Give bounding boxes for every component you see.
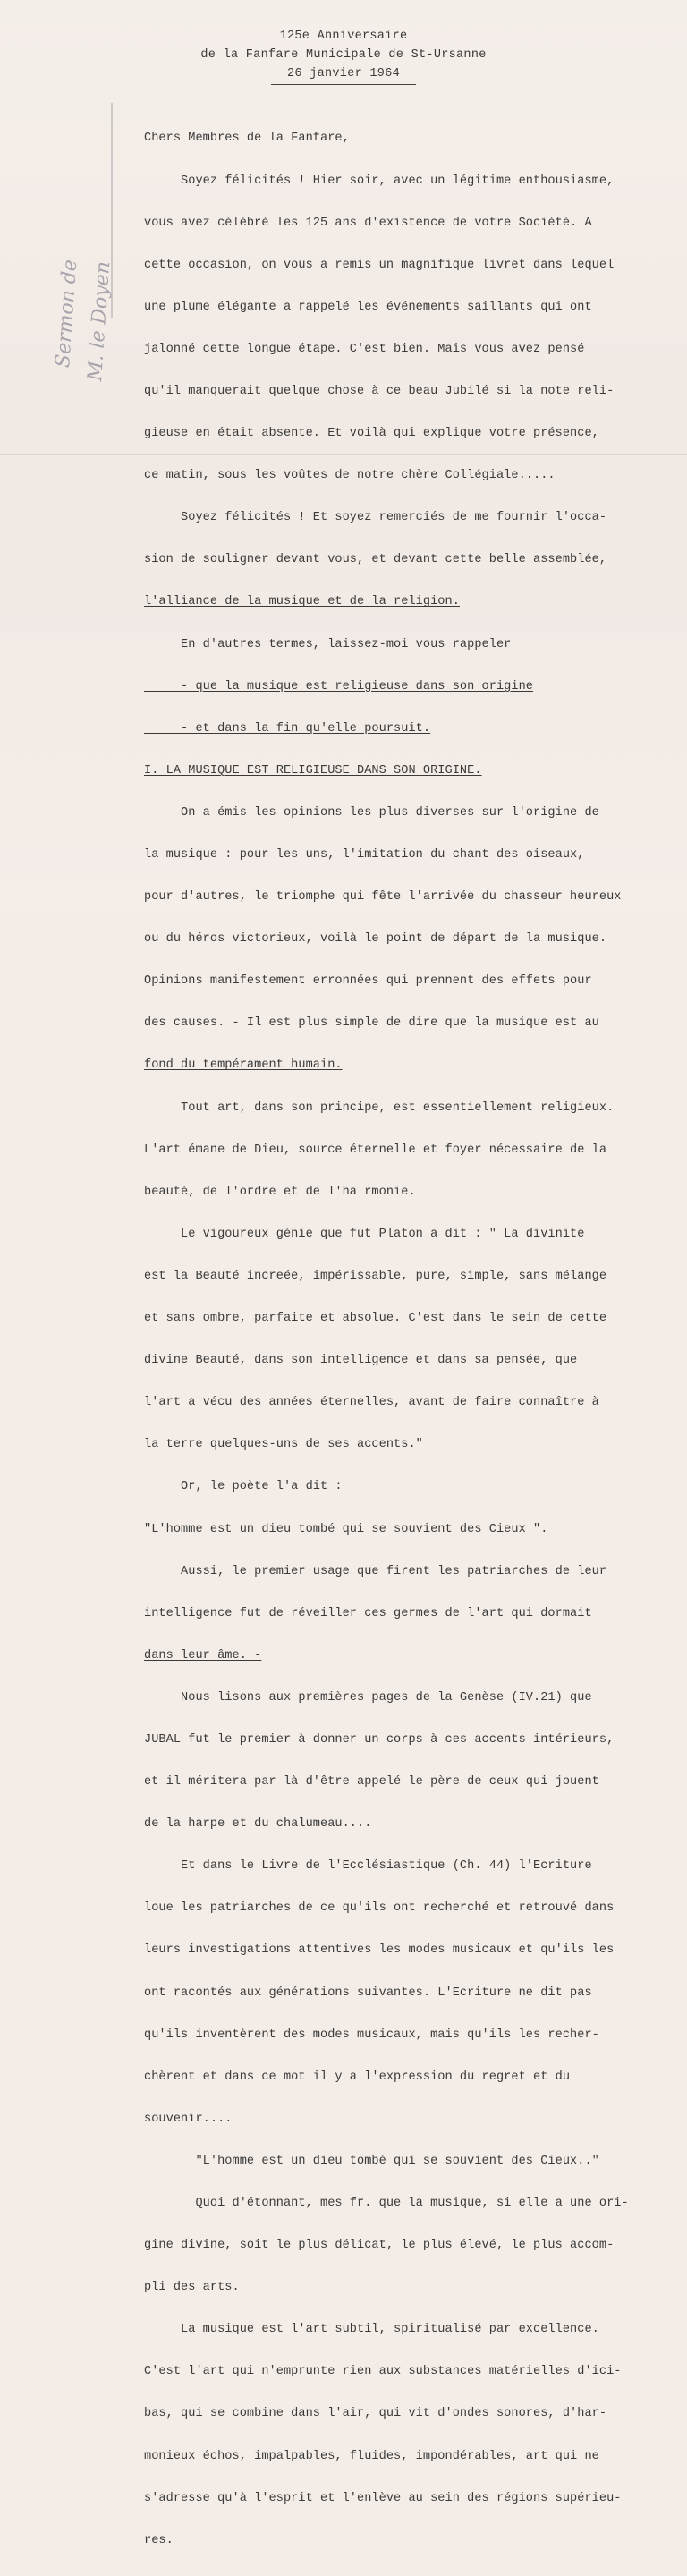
text-line: La musique est l'art subtil, spiritualisé par excellence. <box>144 2323 599 2337</box>
text-line: ont racontés aux générations suivantes. L'Ecriture ne dit pas <box>144 1985 592 2000</box>
text-line: ou du héros victorieux, voilà le point de départ de la musique. <box>144 932 607 947</box>
text-line: "L'homme est un dieu tombé qui se souvient des Cieux.." <box>144 2154 599 2168</box>
text-line: qu'ils inventèrent des modes musicaux, mais qu'ils les recher- <box>144 2028 599 2042</box>
text-line: L'art émane de Dieu, source éternelle et foyer nécessaire de la <box>144 1143 607 1157</box>
text-line: cette occasion, on vous a remis un magnifique livret dans lequel <box>144 258 615 272</box>
text-line: JUBAL fut le premier à donner un corps à ces accents intérieurs, <box>144 1732 615 1747</box>
document-header <box>0 27 687 85</box>
text-line: res. <box>144 2533 174 2547</box>
text-line: "L'homme est un dieu tombé qui se souvient des Cieux ". <box>144 1522 548 1536</box>
text-line: Soyez félicités ! Et soyez remerciés de me fournir l'occa- <box>144 511 607 525</box>
text-line: Soyez félicités ! Hier soir, avec un légitime enthousiasme, <box>144 174 615 188</box>
text-line: Or, le poète l'a dit : <box>144 1480 343 1494</box>
text-line: C'est l'art qui n'emprunte rien aux substances matérielles d'ici- <box>144 2365 622 2379</box>
text-line-underlined: fond du tempérament humain. <box>144 1058 343 1073</box>
text-line: s'adresse qu'à l'esprit et l'enlève au sein des régions supérieu- <box>144 2491 622 2505</box>
header-line-fanfare: de la Fanfare Municipale de St-Ursanne <box>200 48 487 62</box>
margin-note-line-1: Sermon de <box>52 259 82 369</box>
text-line: vous avez célébré les 125 ans d'existence de votre Société. A <box>144 216 592 230</box>
text-line: gine divine, soit le plus délicat, le plus élevé, le plus accom- <box>144 2239 615 2253</box>
text-line: En d'autres termes, laissez-moi vous rappeler <box>144 637 512 651</box>
document-body <box>144 104 681 2576</box>
salutation: Chers Membres de la Fanfare, <box>144 132 350 146</box>
text-line: souvenir.... <box>144 2112 233 2126</box>
text-line: la musique : pour les uns, l'imitation du chant des oiseaux, <box>144 848 585 862</box>
text-line: divine Beauté, dans son intelligence et dans sa pensée, que <box>144 1354 578 1368</box>
text-line-underlined: - que la musique est religieuse dans son origine <box>144 679 534 693</box>
text-line: Le vigoureux génie que fut Platon a dit : " La divinité <box>144 1227 585 1241</box>
text-line-underlined: - et dans la fin qu'elle poursuit. <box>144 721 431 735</box>
text-line: l'art a vécu des années éternelles, avant de faire connaître à <box>144 1396 599 1410</box>
header-line-date: 26 janvier 1964 <box>286 67 401 81</box>
text-line: On a émis les opinions les plus diverses sur l'origine de <box>144 805 599 820</box>
text-line: intelligence fut de réveiller ces germes de l'art qui dormait <box>144 1606 592 1620</box>
margin-handwritten-note <box>52 134 114 394</box>
text-line: bas, qui se combine dans l'air, qui vit d'ondes sonores, d'har- <box>144 2407 607 2421</box>
text-line: qu'il manquerait quelque chose à ce beau Jubilé si la note reli- <box>144 384 615 398</box>
text-line: gieuse en était absente. Et voilà qui explique votre présence, <box>144 427 599 441</box>
text-line: loue les patriarches de ce qu'ils ont recherché et retrouvé dans <box>144 1901 615 1916</box>
text-line: est la Beauté increée, impérissable, pure, simple, sans mélange <box>144 1269 607 1283</box>
text-line: des causes. - Il est plus simple de dire que la musique est au <box>144 1016 599 1031</box>
text-line: Opinions manifestement erronnées qui prennent des effets pour <box>144 974 592 989</box>
margin-note-line-2: M. le Doyen <box>84 260 115 382</box>
text-line: chèrent et dans ce mot il y a l'expression du regret et du <box>144 2070 571 2084</box>
header-rule <box>271 84 416 85</box>
text-line: pli des arts. <box>144 2281 240 2295</box>
text-line: jalonné cette longue étape. C'est bien. Mais vous avez pensé <box>144 342 585 356</box>
text-line: la terre quelques-uns de ses accents." <box>144 1438 423 1452</box>
text-line-underlined: dans leur âme. - <box>144 1648 262 1662</box>
section-heading: I. LA MUSIQUE EST RELIGIEUSE DANS SON ORIGINE. <box>144 763 482 778</box>
text-line: ce matin, sous les voûtes de notre chère Collégiale..... <box>144 469 556 483</box>
text-line: Nous lisons aux premières pages de la Genèse (IV.21) que <box>144 1690 592 1705</box>
text-line: Quoi d'étonnant, mes fr. que la musique, si elle a une ori- <box>144 2197 629 2210</box>
text-line: leurs investigations attentives les modes musicaux et qu'ils les <box>144 1943 615 1958</box>
header-line-anniversary: 125e Anniversaire <box>279 30 408 43</box>
text-line: Tout art, dans son principe, est essentiellement religieux. <box>144 1101 615 1115</box>
text-line-underlined: l'alliance de la musique et de la religion. <box>144 595 460 609</box>
text-line: beauté, de l'ordre et de l'ha rmonie. <box>144 1185 416 1199</box>
text-line: sion de souligner devant vous, et devant cette belle assemblée, <box>144 553 607 567</box>
text-line: de la harpe et du chalumeau.... <box>144 1817 372 1832</box>
text-line: pour d'autres, le triomphe qui fête l'arrivée du chasseur heureux <box>144 890 622 905</box>
text-line: Aussi, le premier usage que firent les patriarches de leur <box>144 1564 607 1578</box>
text-line: monieux échos, impalpables, fluides, impondérables, art qui ne <box>144 2449 599 2463</box>
text-line: Et dans le Livre de l'Ecclésiastique (Ch. 44) l'Ecriture <box>144 1859 592 1874</box>
text-line: et sans ombre, parfaite et absolue. C'est dans le sein de cette <box>144 1312 607 1326</box>
text-line: et il méritera par là d'être appelé le père de ceux qui jouent <box>144 1775 599 1790</box>
text-line: une plume élégante a rappelé les événements saillants qui ont <box>144 300 592 314</box>
